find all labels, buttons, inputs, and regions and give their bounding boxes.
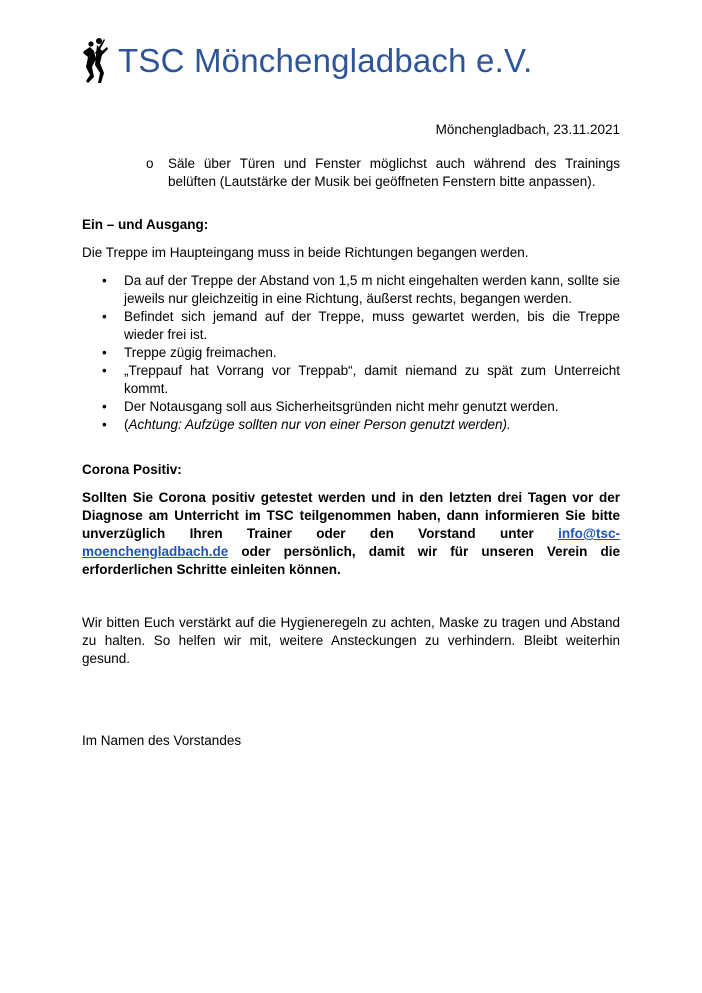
list-item: • „Treppauf hat Vorrang vor Treppab“, damit niemand zu spät zum Unterreicht kommt. [82,362,620,398]
entry-bullet-list [82,272,620,434]
list-item [82,416,620,434]
sub-list-item-text: Säle über Türen und Fenster möglichst auch während des Trainings belüften (Lautstärke der Musik bei geöffneten Fenstern bitte anpassen). [168,156,620,189]
bullet-icon: • [102,309,107,324]
bullet-icon: • [102,273,107,288]
dancing-couple-icon [80,37,110,85]
letterhead [80,36,533,86]
circle-bullet-icon: o [146,156,154,171]
corona-paragraph: Sollten Sie Corona positiv getestet werden und in den letzten drei Tagen vor der Diagnose am Unterricht im TSC teilgenommen haben, dann informieren Sie bitte unverzüglich Ihren Trainer oder den Vorstand unter info@tsc-moenchengladbach.de oder persönlich, damit wir für unseren Verein die erforderlichen Schritte einleiten können. [82,490,620,577]
list-item: • Befindet sich jemand auf der Treppe, muss gewartet werden, bis die Treppe wieder frei ist. [82,308,620,344]
sub-list-item [146,155,620,191]
section-corona [82,461,620,579]
list-item: • Da auf der Treppe der Abstand von 1,5 m nicht eingehalten werden kann, sollte sie jeweils nur gleichzeitig in eine Richtung, äußerst rechts, begangen werden. [82,272,620,308]
bullet-icon: • [102,345,107,360]
list-item: • Der Notausgang soll aus Sicherheitsgründen nicht mehr genutzt werden. [82,398,620,416]
organization-title: TSC Mönchengladbach e.V. [118,42,533,79]
section-heading-entry: Ein – und Ausgang: [82,217,209,232]
section-entry-intro: Die Treppe im Haupteingang muss in beide Richtungen begangen werden. [82,245,529,260]
bullet-icon: • [102,399,107,414]
section-heading-corona: Corona Positiv: [82,462,182,477]
date-line: Mönchengladbach, 23.11.2021 [435,122,620,137]
closing-paragraph: Wir bitten Euch verstärkt auf die Hygieneregeln zu achten, Maske zu tragen und Abstand zu halten. So helfen wir mit, weitere Ansteckungen zu verhindern. Bleibt weiterhin gesund. [82,615,620,666]
bullet-icon: • [102,417,107,432]
signature-line: Im Namen des Vorstandes [82,733,242,748]
email-link[interactable]: info@tsc-moenchengladbach.de [82,526,620,559]
paren-open: ( [124,417,129,432]
bullet-icon: • [102,363,107,378]
section-entry [82,216,620,434]
list-item: • Treppe zügig freimachen. [82,344,620,362]
elevator-note: Achtung: Aufzüge sollten nur von einer Person genutzt werden). [128,417,511,432]
